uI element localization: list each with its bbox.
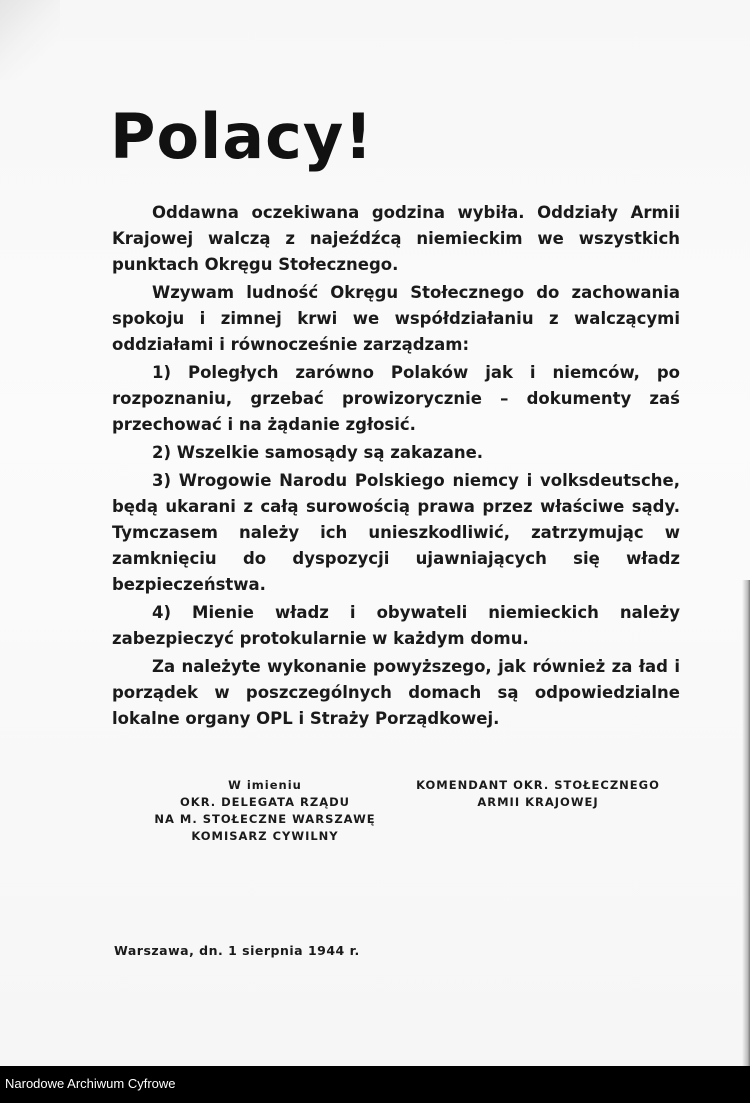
poster-date: Warszawa, dn. 1 sierpnia 1944 r. xyxy=(114,943,360,958)
paragraph-order-4: 4) Mienie władz i obywateli niemieckich należy zabezpieczyć protokularnie w każdym domu. xyxy=(112,603,680,648)
archive-label: Narodowe Archiwum Cyfrowe xyxy=(5,1076,176,1091)
signature-line: OKR. DELEGATA RZĄDU xyxy=(180,795,350,809)
paper-fold-shadow xyxy=(0,0,60,80)
archive-footer-bar xyxy=(0,1066,750,1103)
signature-line: NA M. STOŁECZNE WARSZAWĘ xyxy=(154,812,376,826)
paragraph-order-2: 2) Wszelkie samosądy są zakazane. xyxy=(152,443,484,462)
poster-body xyxy=(112,200,680,734)
paragraph-responsibility: Za należyte wykonanie powyższego, jak również za ład i porządek w poszczególnych domach są odpowiedzialne lokalne organy OPL i Straży Porządkowej. xyxy=(112,657,680,728)
paragraph-intro: Oddawna oczekiwana godzina wybiła. Oddziały Armii Krajowej walczą z najeźdźcą niemieckim we wszystkich punktach Okręgu Stołecznego. xyxy=(112,203,680,274)
paragraph-appeal: Wzywam ludność Okręgu Stołecznego do zachowania spokoju i zimnej krwi we współdziałaniu z walczącymi oddziałami i równocześnie zarządzam: xyxy=(112,283,680,354)
signature-civil-delegate xyxy=(130,777,400,845)
poster-title: Polacy! xyxy=(110,100,374,173)
paragraph-order-1: 1) Poległych zarówno Polaków jak i niemców, po rozpoznaniu, grzebać prowizorycznie – dokumenty zaś przechować i na żądanie zgłosić. xyxy=(112,363,680,434)
paragraph-order-3: 3) Wrogowie Narodu Polskiego niemcy i volksdeutsche, będą ukarani z całą surowością prawa przez właściwe sądy. Tymczasem należy ich unieszkodliwić, zatrzymując w zamknięciu do dyspozycji ujawniających się władz bezpieczeństwa. xyxy=(112,471,680,594)
signature-line: KOMISARZ CYWILNY xyxy=(191,829,339,843)
paper-edge-shadow xyxy=(742,580,750,1066)
signature-line: W imieniu xyxy=(228,778,302,792)
signature-line: KOMENDANT OKR. STOŁECZNEGO xyxy=(416,778,660,792)
signature-commander xyxy=(388,777,688,811)
signature-line: ARMII KRAJOWEJ xyxy=(477,795,599,809)
